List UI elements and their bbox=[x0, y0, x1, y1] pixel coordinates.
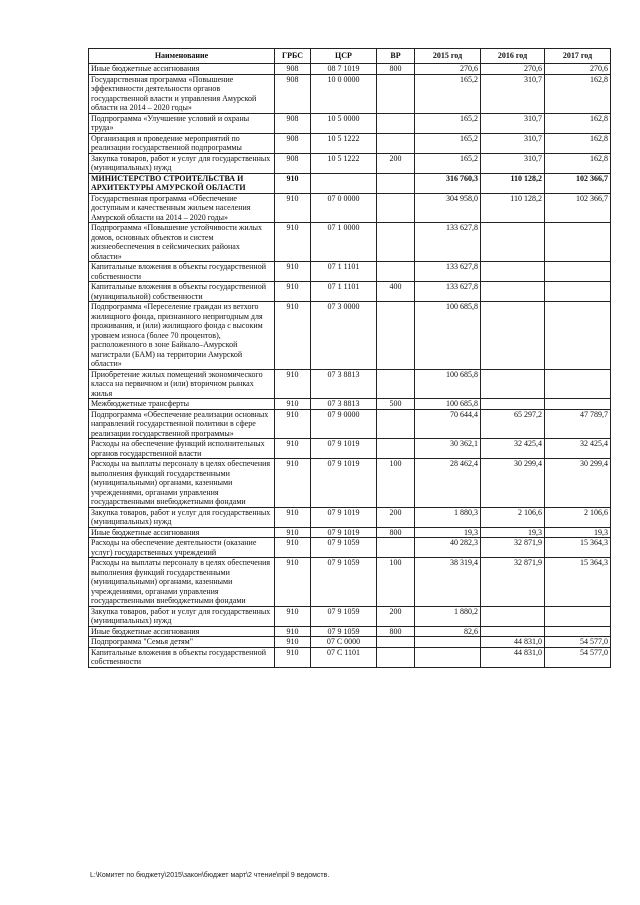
cell-2016: 65 297,2 bbox=[481, 409, 545, 439]
cell-name: Иные бюджетные ассигнования bbox=[89, 527, 275, 538]
cell-grbs: 910 bbox=[275, 409, 311, 439]
cell-2015: 133 627,8 bbox=[415, 223, 481, 262]
cell-2017: 162,8 bbox=[545, 133, 611, 153]
cell-csr: 07 0 0000 bbox=[311, 193, 377, 223]
cell-csr: 07 9 1019 bbox=[311, 439, 377, 459]
cell-grbs: 910 bbox=[275, 193, 311, 223]
cell-2016: 110 128,2 bbox=[481, 173, 545, 193]
cell-2017 bbox=[545, 369, 611, 399]
cell-2017: 32 425,4 bbox=[545, 439, 611, 459]
table-row bbox=[89, 606, 611, 626]
cell-2016: 310,7 bbox=[481, 74, 545, 113]
budget-table bbox=[88, 48, 611, 668]
cell-csr: 07 9 1059 bbox=[311, 606, 377, 626]
cell-2015: 28 462,4 bbox=[415, 459, 481, 508]
cell-csr: 07 3 8813 bbox=[311, 369, 377, 399]
cell-grbs: 910 bbox=[275, 626, 311, 637]
cell-2015: 38 319,4 bbox=[415, 558, 481, 607]
cell-name: Подпрограмма «Переселение граждан из ветхого жилищного фонда, признанного непригодным для проживания, и (или) жилищного фонда с высоким уровнем износа (более 70 процентов), расположенного в зоне Байкало–Амурской магистрали (БАМ) на территории Амурской области» bbox=[89, 302, 275, 370]
cell-2016 bbox=[481, 606, 545, 626]
cell-2016: 110 128,2 bbox=[481, 193, 545, 223]
cell-2015: 165,2 bbox=[415, 153, 481, 173]
table-row bbox=[89, 133, 611, 153]
cell-grbs: 908 bbox=[275, 74, 311, 113]
table-row bbox=[89, 64, 611, 75]
cell-name: Подпрограмма «Обеспечение реализации основных направлений государственной политики в сфере реализации государственной программы» bbox=[89, 409, 275, 439]
cell-2017: 54 577,0 bbox=[545, 637, 611, 648]
cell-name: Расходы на выплаты персоналу в целях обеспечения выполнения функций государственными (муниципальными) органами, казенными учреждениями, органами управления государственными внебюджетными фондами bbox=[89, 558, 275, 607]
cell-2015: 82,6 bbox=[415, 626, 481, 637]
table-row bbox=[89, 302, 611, 370]
cell-2017: 102 366,7 bbox=[545, 193, 611, 223]
cell-name: МИНИСТЕРСТВО СТРОИТЕЛЬСТВА И АРХИТЕКТУРЫ АМУРСКОЙ ОБЛАСТИ bbox=[89, 173, 275, 193]
cell-2017: 30 299,4 bbox=[545, 459, 611, 508]
cell-2015 bbox=[415, 647, 481, 667]
cell-2015: 1 880,2 bbox=[415, 606, 481, 626]
cell-2016 bbox=[481, 399, 545, 410]
cell-2016: 32 425,4 bbox=[481, 439, 545, 459]
cell-2015: 70 644,4 bbox=[415, 409, 481, 439]
cell-vr bbox=[377, 113, 415, 133]
cell-name: Подпрограмма «Улучшение условий и охраны труда» bbox=[89, 113, 275, 133]
cell-name: Подпрограмма «Повышение устойчивости жилых домов, основных объектов и систем жизнеобеспечения в сейсмических районах области» bbox=[89, 223, 275, 262]
cell-2015: 100 685,8 bbox=[415, 369, 481, 399]
table-row bbox=[89, 459, 611, 508]
cell-2015: 1 880,3 bbox=[415, 507, 481, 527]
table-row bbox=[89, 153, 611, 173]
cell-vr bbox=[377, 193, 415, 223]
table-row bbox=[89, 173, 611, 193]
cell-2017 bbox=[545, 262, 611, 282]
cell-2015: 316 760,3 bbox=[415, 173, 481, 193]
table-row bbox=[89, 558, 611, 607]
cell-csr: 10 0 0000 bbox=[311, 74, 377, 113]
cell-csr: 07 9 1019 bbox=[311, 459, 377, 508]
cell-2017: 54 577,0 bbox=[545, 647, 611, 667]
cell-csr: 07 С 1101 bbox=[311, 647, 377, 667]
cell-2017 bbox=[545, 282, 611, 302]
cell-csr: 07 3 8813 bbox=[311, 399, 377, 410]
cell-grbs: 910 bbox=[275, 302, 311, 370]
cell-vr bbox=[377, 637, 415, 648]
cell-grbs: 910 bbox=[275, 399, 311, 410]
cell-name: Подпрограмма "Семья детям" bbox=[89, 637, 275, 648]
cell-vr: 100 bbox=[377, 558, 415, 607]
cell-2016 bbox=[481, 223, 545, 262]
cell-csr: 07 9 1019 bbox=[311, 527, 377, 538]
cell-csr: 07 9 1059 bbox=[311, 626, 377, 637]
cell-grbs: 908 bbox=[275, 64, 311, 75]
table-row bbox=[89, 193, 611, 223]
cell-vr: 800 bbox=[377, 626, 415, 637]
cell-2017 bbox=[545, 626, 611, 637]
cell-name: Межбюджетные трансферты bbox=[89, 399, 275, 410]
cell-2016: 32 871,9 bbox=[481, 538, 545, 558]
cell-vr bbox=[377, 133, 415, 153]
cell-grbs: 910 bbox=[275, 507, 311, 527]
cell-grbs: 910 bbox=[275, 459, 311, 508]
table-row bbox=[89, 409, 611, 439]
cell-name: Организация и проведение мероприятий по реализации государственной подпрограммы bbox=[89, 133, 275, 153]
cell-2016: 30 299,4 bbox=[481, 459, 545, 508]
cell-csr: 07 1 0000 bbox=[311, 223, 377, 262]
header-vr: ВР bbox=[377, 49, 415, 64]
cell-2015: 270,6 bbox=[415, 64, 481, 75]
cell-name: Государственная программа «Повышение эффективности деятельности органов государственной власти и управления Амурской области на 2014 – 2020 годы» bbox=[89, 74, 275, 113]
cell-2017: 2 106,6 bbox=[545, 507, 611, 527]
cell-2015: 165,2 bbox=[415, 133, 481, 153]
table-row bbox=[89, 507, 611, 527]
cell-grbs: 910 bbox=[275, 637, 311, 648]
cell-2017: 162,8 bbox=[545, 113, 611, 133]
cell-vr: 800 bbox=[377, 527, 415, 538]
cell-2015 bbox=[415, 637, 481, 648]
table-row bbox=[89, 538, 611, 558]
cell-2016 bbox=[481, 626, 545, 637]
cell-csr bbox=[311, 173, 377, 193]
cell-2016: 270,6 bbox=[481, 64, 545, 75]
cell-vr bbox=[377, 439, 415, 459]
table-row bbox=[89, 282, 611, 302]
cell-2015: 100 685,8 bbox=[415, 399, 481, 410]
cell-2017: 19,3 bbox=[545, 527, 611, 538]
cell-vr bbox=[377, 647, 415, 667]
cell-grbs: 908 bbox=[275, 113, 311, 133]
cell-vr: 200 bbox=[377, 153, 415, 173]
cell-2015: 100 685,8 bbox=[415, 302, 481, 370]
cell-csr: 07 9 1059 bbox=[311, 538, 377, 558]
cell-name: Расходы на обеспечение деятельности (оказание услуг) государственных учреждений bbox=[89, 538, 275, 558]
cell-grbs: 910 bbox=[275, 558, 311, 607]
cell-vr: 200 bbox=[377, 606, 415, 626]
cell-vr bbox=[377, 173, 415, 193]
table-row bbox=[89, 439, 611, 459]
cell-vr bbox=[377, 538, 415, 558]
table-row bbox=[89, 74, 611, 113]
header-name: Наименование bbox=[89, 49, 275, 64]
cell-vr: 500 bbox=[377, 399, 415, 410]
cell-2016: 44 831,0 bbox=[481, 647, 545, 667]
cell-name: Капитальные вложения в объекты государственной собственности bbox=[89, 647, 275, 667]
cell-name: Капитальные вложения в объекты государственной собственности bbox=[89, 262, 275, 282]
cell-csr: 07 3 0000 bbox=[311, 302, 377, 370]
cell-name: Капитальные вложения в объекты государственной (муниципальной) собственности bbox=[89, 282, 275, 302]
cell-csr: 07 9 0000 bbox=[311, 409, 377, 439]
cell-2015: 133 627,8 bbox=[415, 282, 481, 302]
cell-csr: 07 С 0000 bbox=[311, 637, 377, 648]
cell-2017 bbox=[545, 399, 611, 410]
cell-name: Иные бюджетные ассигнования bbox=[89, 64, 275, 75]
header-2015: 2015 год bbox=[415, 49, 481, 64]
cell-vr bbox=[377, 262, 415, 282]
cell-2016: 2 106,6 bbox=[481, 507, 545, 527]
cell-2017: 270,6 bbox=[545, 64, 611, 75]
header-2016: 2016 год bbox=[481, 49, 545, 64]
cell-grbs: 908 bbox=[275, 153, 311, 173]
cell-vr: 800 bbox=[377, 64, 415, 75]
table-header-row bbox=[89, 49, 611, 64]
cell-2017: 15 364,3 bbox=[545, 538, 611, 558]
cell-grbs: 910 bbox=[275, 262, 311, 282]
cell-name: Расходы на выплаты персоналу в целях обеспечения выполнения функций государственными (муниципальными) органами, казенными учреждениями, органами управления государственными внебюджетными фондами bbox=[89, 459, 275, 508]
table-row bbox=[89, 626, 611, 637]
table-row bbox=[89, 527, 611, 538]
cell-2016 bbox=[481, 302, 545, 370]
cell-2015: 133 627,8 bbox=[415, 262, 481, 282]
cell-name: Приобретение жилых помещений экономического класса на первичном и (или) вторичном рынках жилья bbox=[89, 369, 275, 399]
cell-name: Государственная программа «Обеспечение доступным и качественным жильем населения Амурской области на 2014 – 2020 годы» bbox=[89, 193, 275, 223]
file-path-footer: L:\Комитет по бюджету\2015\закон\бюджет март\2 чтение\прil 9 ведомств. bbox=[90, 872, 330, 879]
cell-2015: 40 282,3 bbox=[415, 538, 481, 558]
cell-name: Иные бюджетные ассигнования bbox=[89, 626, 275, 637]
cell-vr bbox=[377, 409, 415, 439]
cell-csr: 07 1 1101 bbox=[311, 262, 377, 282]
cell-2016 bbox=[481, 262, 545, 282]
table-row bbox=[89, 637, 611, 648]
cell-2015: 165,2 bbox=[415, 74, 481, 113]
cell-2017 bbox=[545, 223, 611, 262]
cell-vr bbox=[377, 74, 415, 113]
cell-grbs: 910 bbox=[275, 439, 311, 459]
cell-2017: 102 366,7 bbox=[545, 173, 611, 193]
cell-grbs: 910 bbox=[275, 369, 311, 399]
header-2017: 2017 год bbox=[545, 49, 611, 64]
table-row bbox=[89, 223, 611, 262]
cell-name: Закупка товаров, работ и услуг для государственных (муниципальных) нужд bbox=[89, 153, 275, 173]
cell-vr: 400 bbox=[377, 282, 415, 302]
cell-vr bbox=[377, 369, 415, 399]
cell-csr: 07 9 1059 bbox=[311, 558, 377, 607]
cell-csr: 07 9 1019 bbox=[311, 507, 377, 527]
cell-vr: 100 bbox=[377, 459, 415, 508]
cell-2015: 165,2 bbox=[415, 113, 481, 133]
cell-2016: 310,7 bbox=[481, 133, 545, 153]
cell-2016 bbox=[481, 369, 545, 399]
cell-2016: 44 831,0 bbox=[481, 637, 545, 648]
cell-csr: 10 5 1222 bbox=[311, 133, 377, 153]
cell-csr: 10 5 1222 bbox=[311, 153, 377, 173]
cell-2016: 310,7 bbox=[481, 153, 545, 173]
cell-grbs: 910 bbox=[275, 647, 311, 667]
cell-vr bbox=[377, 302, 415, 370]
header-csr: ЦСР bbox=[311, 49, 377, 64]
cell-vr bbox=[377, 223, 415, 262]
cell-2017 bbox=[545, 302, 611, 370]
cell-2017: 162,8 bbox=[545, 74, 611, 113]
header-grbs: ГРБС bbox=[275, 49, 311, 64]
cell-2016 bbox=[481, 282, 545, 302]
cell-2017 bbox=[545, 606, 611, 626]
cell-grbs: 910 bbox=[275, 173, 311, 193]
cell-2017: 15 364,3 bbox=[545, 558, 611, 607]
cell-2016: 19,3 bbox=[481, 527, 545, 538]
cell-name: Закупка товаров, работ и услуг для государственных (муниципальных) нужд bbox=[89, 507, 275, 527]
table-row bbox=[89, 399, 611, 410]
cell-csr: 10 5 0000 bbox=[311, 113, 377, 133]
cell-vr: 200 bbox=[377, 507, 415, 527]
cell-grbs: 910 bbox=[275, 606, 311, 626]
cell-name: Закупка товаров, работ и услуг для государственных (муниципальных) нужд bbox=[89, 606, 275, 626]
cell-2015: 304 958,0 bbox=[415, 193, 481, 223]
cell-2017: 162,8 bbox=[545, 153, 611, 173]
cell-grbs: 910 bbox=[275, 223, 311, 262]
table-row bbox=[89, 113, 611, 133]
cell-csr: 07 1 1101 bbox=[311, 282, 377, 302]
cell-2015: 19,3 bbox=[415, 527, 481, 538]
table-row bbox=[89, 262, 611, 282]
cell-2015: 30 362,1 bbox=[415, 439, 481, 459]
cell-grbs: 910 bbox=[275, 282, 311, 302]
cell-name: Расходы на обеспечение функций исполнительных органов государственной власти bbox=[89, 439, 275, 459]
cell-2016: 32 871,9 bbox=[481, 558, 545, 607]
cell-grbs: 910 bbox=[275, 538, 311, 558]
table-row bbox=[89, 647, 611, 667]
table-row bbox=[89, 369, 611, 399]
cell-2016: 310,7 bbox=[481, 113, 545, 133]
table-body bbox=[89, 64, 611, 668]
cell-grbs: 910 bbox=[275, 527, 311, 538]
cell-2017: 47 789,7 bbox=[545, 409, 611, 439]
cell-grbs: 908 bbox=[275, 133, 311, 153]
cell-csr: 08 7 1019 bbox=[311, 64, 377, 75]
